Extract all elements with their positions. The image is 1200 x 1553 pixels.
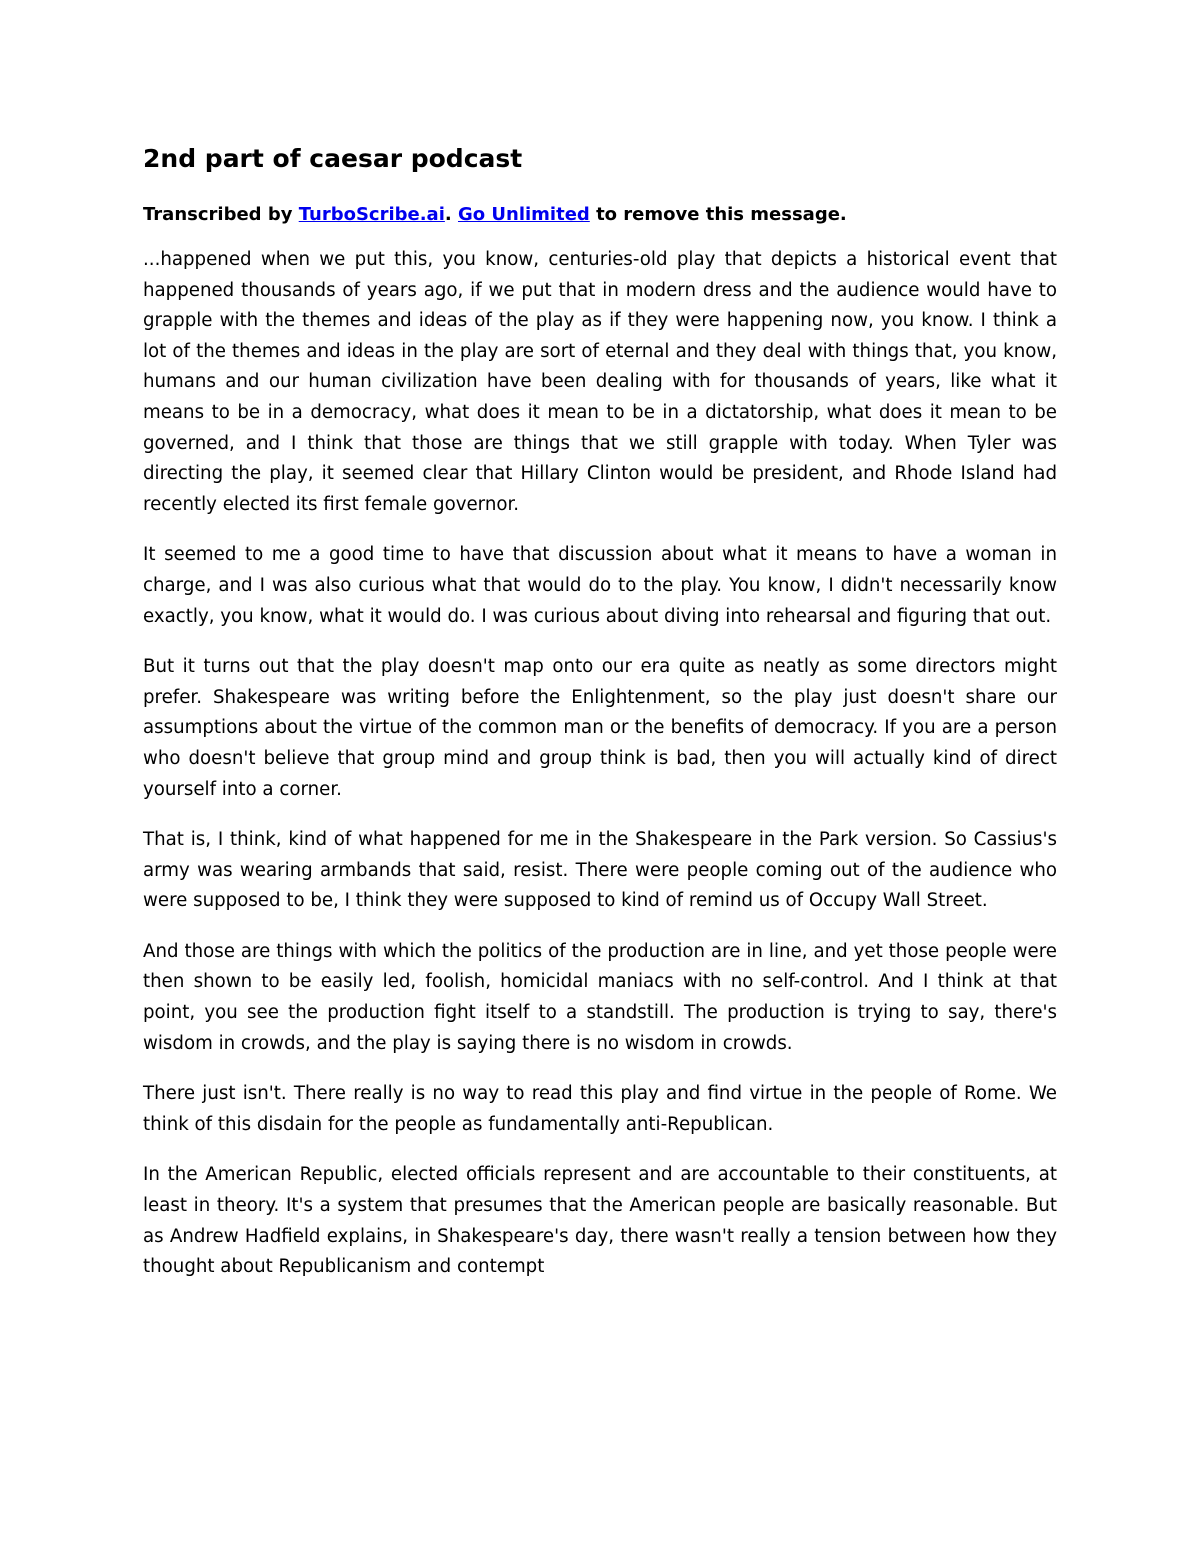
paragraph: It seemed to me a good time to have that discussion about what it means to have a woman in charge, and I was also curious what that would do to the play. You know, I didn't necessarily know exactly, you know, what it would do. I was curious about diving into rehearsal and figuring that out. (143, 544, 1057, 627)
paragraph: And those are things with which the politics of the production are in line, and yet those people were then shown to be easily led, foolish, homicidal maniacs with no self-control. And I think at that point, you see the production fight itself to a standstill. The production is trying to say, there's wisdom in crowds, and the play is saying there is no wisdom in crowds. (143, 940, 1057, 1054)
page-title: 2nd part of caesar podcast (143, 144, 523, 173)
credit-prefix: Transcribed by (143, 204, 299, 225)
paragraph: In the American Republic, elected officials represent and are accountable to their constituents, at least in theory. It's a system that presumes that the American people are basically reasonable. But as Andrew Hadfield explains, in Shakespeare's day, there wasn't really a tension between how they thought about Republicanism and contempt (143, 1164, 1057, 1278)
paragraph: But it turns out that the play doesn't map onto our era quite as neatly as some directors might prefer. Shakespeare was writing before the Enlightenment, so the play just doesn't share our assumptions about the virtue of the common man or the benefits of democracy. If you are a person who doesn't believe that group mind and group think is bad, then you will actually kind of direct yourself into a corner. (143, 656, 1057, 800)
transcription-credit (143, 202, 1057, 228)
credit-suffix: to remove this message. (589, 204, 847, 225)
paragraph: There just isn't. There really is no way to read this play and find virtue in the people of Rome. We think of this disdain for the people as fundamentally anti-Republican. (143, 1083, 1057, 1135)
credit-separator: . (444, 204, 458, 225)
document-page (143, 140, 1057, 1303)
paragraph: ...happened when we put this, you know, centuries-old play that depicts a historical event that happened thousands of years ago, if we put that in modern dress and the audience would have to grapple with the themes and ideas of the play as if they were happening now, you know. I think a lot of the themes and ideas in the play are sort of eternal and they deal with things that, you know, humans and our human civilization have been dealing with for thousands of years, like what it means to be in a democracy, what does it mean to be in a dictatorship, what does it mean to be governed, and I think that those are things that we still grapple with today. When Tyler was directing the play, it seemed clear that Hillary Clinton would be president, and Rhode Island had recently elected its first female governor. (143, 249, 1057, 515)
paragraph: That is, I think, kind of what happened for me in the Shakespeare in the Park version. So Cassius's army was wearing armbands that said, resist. There were people coming out of the audience who were supposed to be, I think they were supposed to kind of remind us of Occupy Wall Street. (143, 829, 1057, 912)
turboscribe-link[interactable]: TurboScribe.ai (298, 204, 445, 225)
go-unlimited-link[interactable]: Go Unlimited (457, 204, 590, 225)
